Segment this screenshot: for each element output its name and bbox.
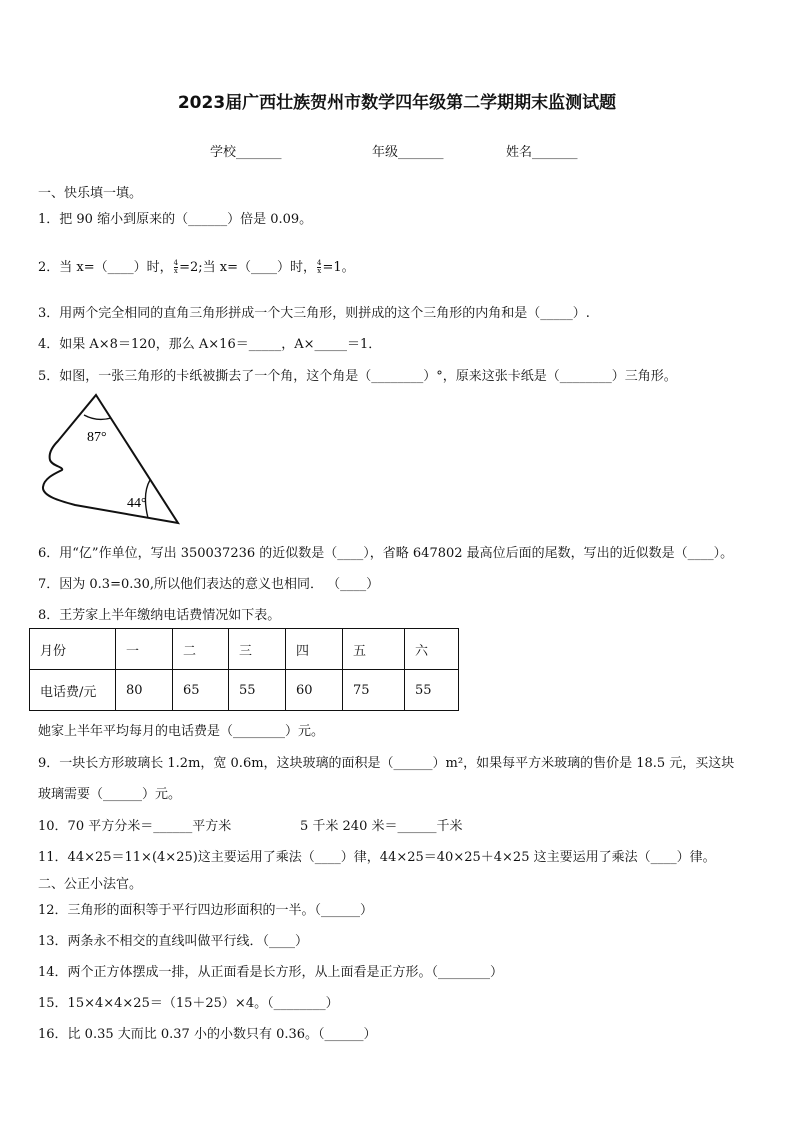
table-cell: 一	[116, 629, 173, 670]
question-7: 7．因为 0.3=0.30,所以他们表达的意义也相同． （____）	[38, 577, 380, 592]
phone-fee-table	[29, 628, 459, 711]
question-3: 3．用两个完全相同的直角三角形拼成一个大三角形，则拼成的这个三角形的内角和是（_____）.	[38, 306, 590, 321]
table-cell: 55	[229, 670, 286, 711]
angle-top-label: 87°	[87, 430, 107, 445]
table-cell: 三	[229, 629, 286, 670]
table-row	[30, 670, 459, 711]
grade-field: 年级_______	[372, 145, 444, 160]
question-16: 16．比 0.35 大而比 0.37 小的小数只有 0.36。（______）	[38, 1027, 377, 1042]
table-cell: 月份	[30, 629, 116, 670]
question-9-line-2: 玻璃需要（______）元。	[38, 787, 182, 802]
question-2-mid: =2;当 x=（____）时，	[179, 260, 317, 275]
question-10-part-a: 10．70 平方分米＝______平方米	[38, 819, 232, 834]
table-cell: 75	[343, 670, 405, 711]
question-9-line-1: 9．一块长方形玻璃长 1.2m，宽 0.6m，这块玻璃的面积是（______）m²，如果每平方米玻璃的售价是 18.5 元，买这块	[38, 756, 735, 771]
table-cell: 65	[173, 670, 229, 711]
table-cell: 80	[116, 670, 173, 711]
question-4: 4．如果 A×8＝120，那么 A×16＝_____，A×_____＝1．	[38, 337, 382, 352]
question-8-followup: 她家上半年平均每月的电话费是（________）元。	[38, 724, 325, 739]
top-angle-arc	[84, 415, 111, 419]
name-field: 姓名_______	[506, 145, 578, 160]
question-2-end: =1。	[322, 260, 355, 275]
question-12: 12．三角形的面积等于平行四边形面积的一半。（______）	[38, 903, 374, 918]
question-5: 5．如图，一张三角形的卡纸被撕去了一个角，这个角是（________）°，原来这张卡纸是（________）三角形。	[38, 369, 677, 384]
question-15: 15．15×4×4×25＝（15＋25）×4。（________）	[38, 996, 339, 1011]
table-cell: 六	[405, 629, 459, 670]
fraction-1	[174, 260, 178, 275]
table-cell: 55	[405, 670, 459, 711]
question-10-part-b: 5 千米 240 米＝______千米	[300, 819, 463, 834]
table-cell: 四	[286, 629, 343, 670]
question-2-prefix: 2．当 x=（____）时，	[38, 260, 173, 275]
school-field: 学校_______	[210, 145, 282, 160]
question-11: 11．44×25＝11×(4×25)这主要运用了乘法（____）律，44×25＝40×25＋4×25 这主要运用了乘法（____）律。	[38, 850, 716, 865]
fraction-2	[317, 260, 321, 275]
table-cell: 60	[286, 670, 343, 711]
table-cell: 电话费/元	[30, 670, 116, 711]
angle-bottom-label: 44°	[127, 496, 147, 511]
question-1: 1．把 90 缩小到原来的（______）倍是 0.09。	[38, 212, 313, 227]
question-6: 6．用“亿”作单位，写出 350037236 的近似数是（____），省略 647802 最高位后面的尾数，写出的近似数是（____）。	[38, 546, 734, 561]
question-8: 8．王芳家上半年缴纳电话费情况如下表。	[38, 608, 281, 623]
fraction-2-denominator: x	[317, 267, 322, 275]
section-1-heading: 一、快乐填一填。	[38, 186, 143, 201]
section-2-heading: 二、公正小法官。	[38, 877, 143, 892]
table-row	[30, 629, 459, 670]
table-cell: 五	[343, 629, 405, 670]
fraction-1-numerator: 4	[173, 259, 179, 267]
fraction-2-numerator: 4	[317, 259, 322, 267]
page-title: 2023届广西壮族贺州市数学四年级第二学期期末监测试题	[177, 93, 617, 113]
triangle-outline	[43, 395, 178, 523]
torn-triangle-figure	[40, 390, 190, 530]
question-14: 14．两个正方体摆成一排，从正面看是长方形，从上面看是正方形。（________）	[38, 965, 504, 980]
question-13: 13．两条永不相交的直线叫做平行线．（____）	[38, 934, 309, 949]
fraction-1-denominator: x	[173, 267, 178, 275]
table-cell: 二	[173, 629, 229, 670]
question-2	[38, 256, 355, 275]
